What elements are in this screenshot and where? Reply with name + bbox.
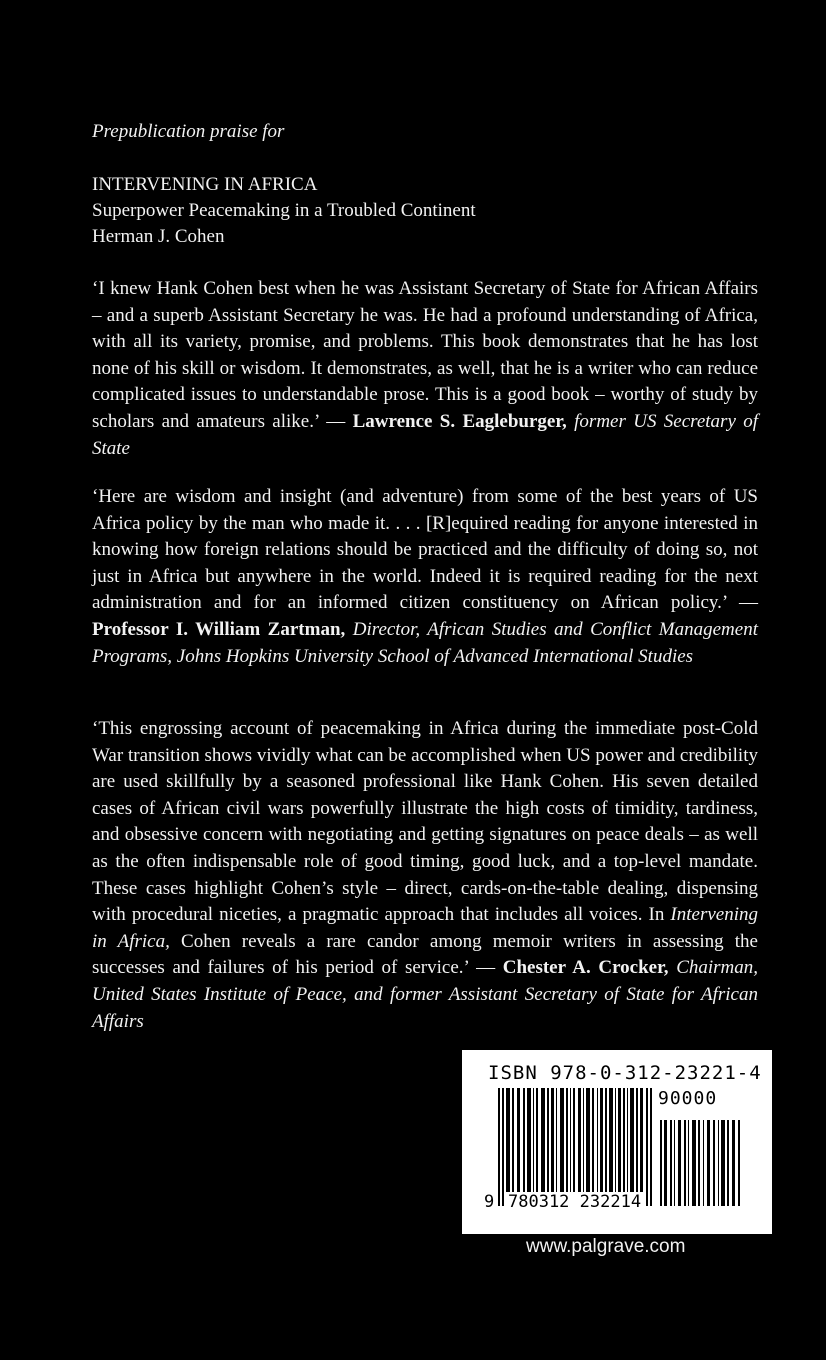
praise-heading: Prepublication praise for (92, 121, 285, 142)
quote-speaker: Chester A. Crocker, (502, 957, 669, 979)
quote-eagleburger (92, 276, 758, 462)
ean-barcode (498, 1088, 654, 1206)
addon-barcode (660, 1120, 742, 1206)
quote-zartman (92, 484, 758, 670)
isbn-label: ISBN 978-0-312-23221-4 (488, 1062, 762, 1084)
publisher-website: www.palgrave.com (526, 1236, 686, 1257)
book-subtitle: Superpower Peacemaking in a Troubled Continent (92, 200, 476, 221)
quote-speaker: Lawrence S. Eagleburger, (352, 410, 567, 432)
quote-role: former US Secretary of State (92, 410, 759, 459)
book-title: INTERVENING IN AFRICA (92, 174, 318, 195)
addon-price: 90000 (658, 1088, 718, 1109)
barcode-box (462, 1050, 772, 1234)
quote-text: ‘This engrossing account of peacemaking in Africa during the immediate post-Cold War transition shows vividly what can be accomplished when US power and credibility are used skillfully by a seasoned professional like Hank Cohen. His seven detailed cases of African civil wars powerfully illustrate the high costs of timidity, tardiness, and obsessive concern with negotiating and getting signatures on peace deals – as well as the often indispensable role of good timing, good luck, and a top-level mandate. These cases highlight Cohen’s style – direct, cards-on-the-table dealing, dispensing with procedural niceties, a pragmatic approach that includes all voices. In (92, 718, 758, 926)
book-info (92, 172, 772, 250)
quote-text: ‘I knew Hank Cohen best when he was Assistant Secretary of State for African Affairs – and a superb Assistant Secretary he was. He had a profound understanding of Africa, with all its variety, promise, and problems. This book demonstrates that he has lost none of his skill or wisdom. It demonstrates, as well, that he is a writer who can reduce complicated issues to understandable prose. This is a good book – worthy of study by scholars and amateurs alike.’ — (92, 278, 758, 432)
quote-text: ‘Here are wisdom and insight (and adventure) from some of the best years of US Africa policy by the man who made it. . . . [R]equired reading for anyone interested in knowing how foreign relations should be practiced and the difficulty of doing so, not just in Africa but anywhere in the world. Indeed it is required reading for the next administration and for an informed citizen constituency on African policy.’ — (92, 486, 758, 614)
ean-digits: 780312 232214 (508, 1192, 642, 1212)
quote-speaker: Professor I. William Zartman, (92, 618, 346, 640)
quote-text-cont: Cohen reveals a rare candor among memoir writers in assessing the successes and failures of his period of service.’ — (92, 930, 758, 979)
quote-role: Chairman, United States Institute of Peace, and former Assistant Secretary of State for African Affairs (92, 957, 759, 1032)
quote-role: Director, African Studies and Conflict Management Programs, Johns Hopkins University School of Advanced International Studies (92, 618, 758, 667)
quote-book-title: Intervening in Africa, (92, 904, 758, 952)
ean-first-digit: 9 (484, 1192, 495, 1212)
book-author: Herman J. Cohen (92, 226, 225, 247)
quote-crocker (92, 716, 758, 1035)
